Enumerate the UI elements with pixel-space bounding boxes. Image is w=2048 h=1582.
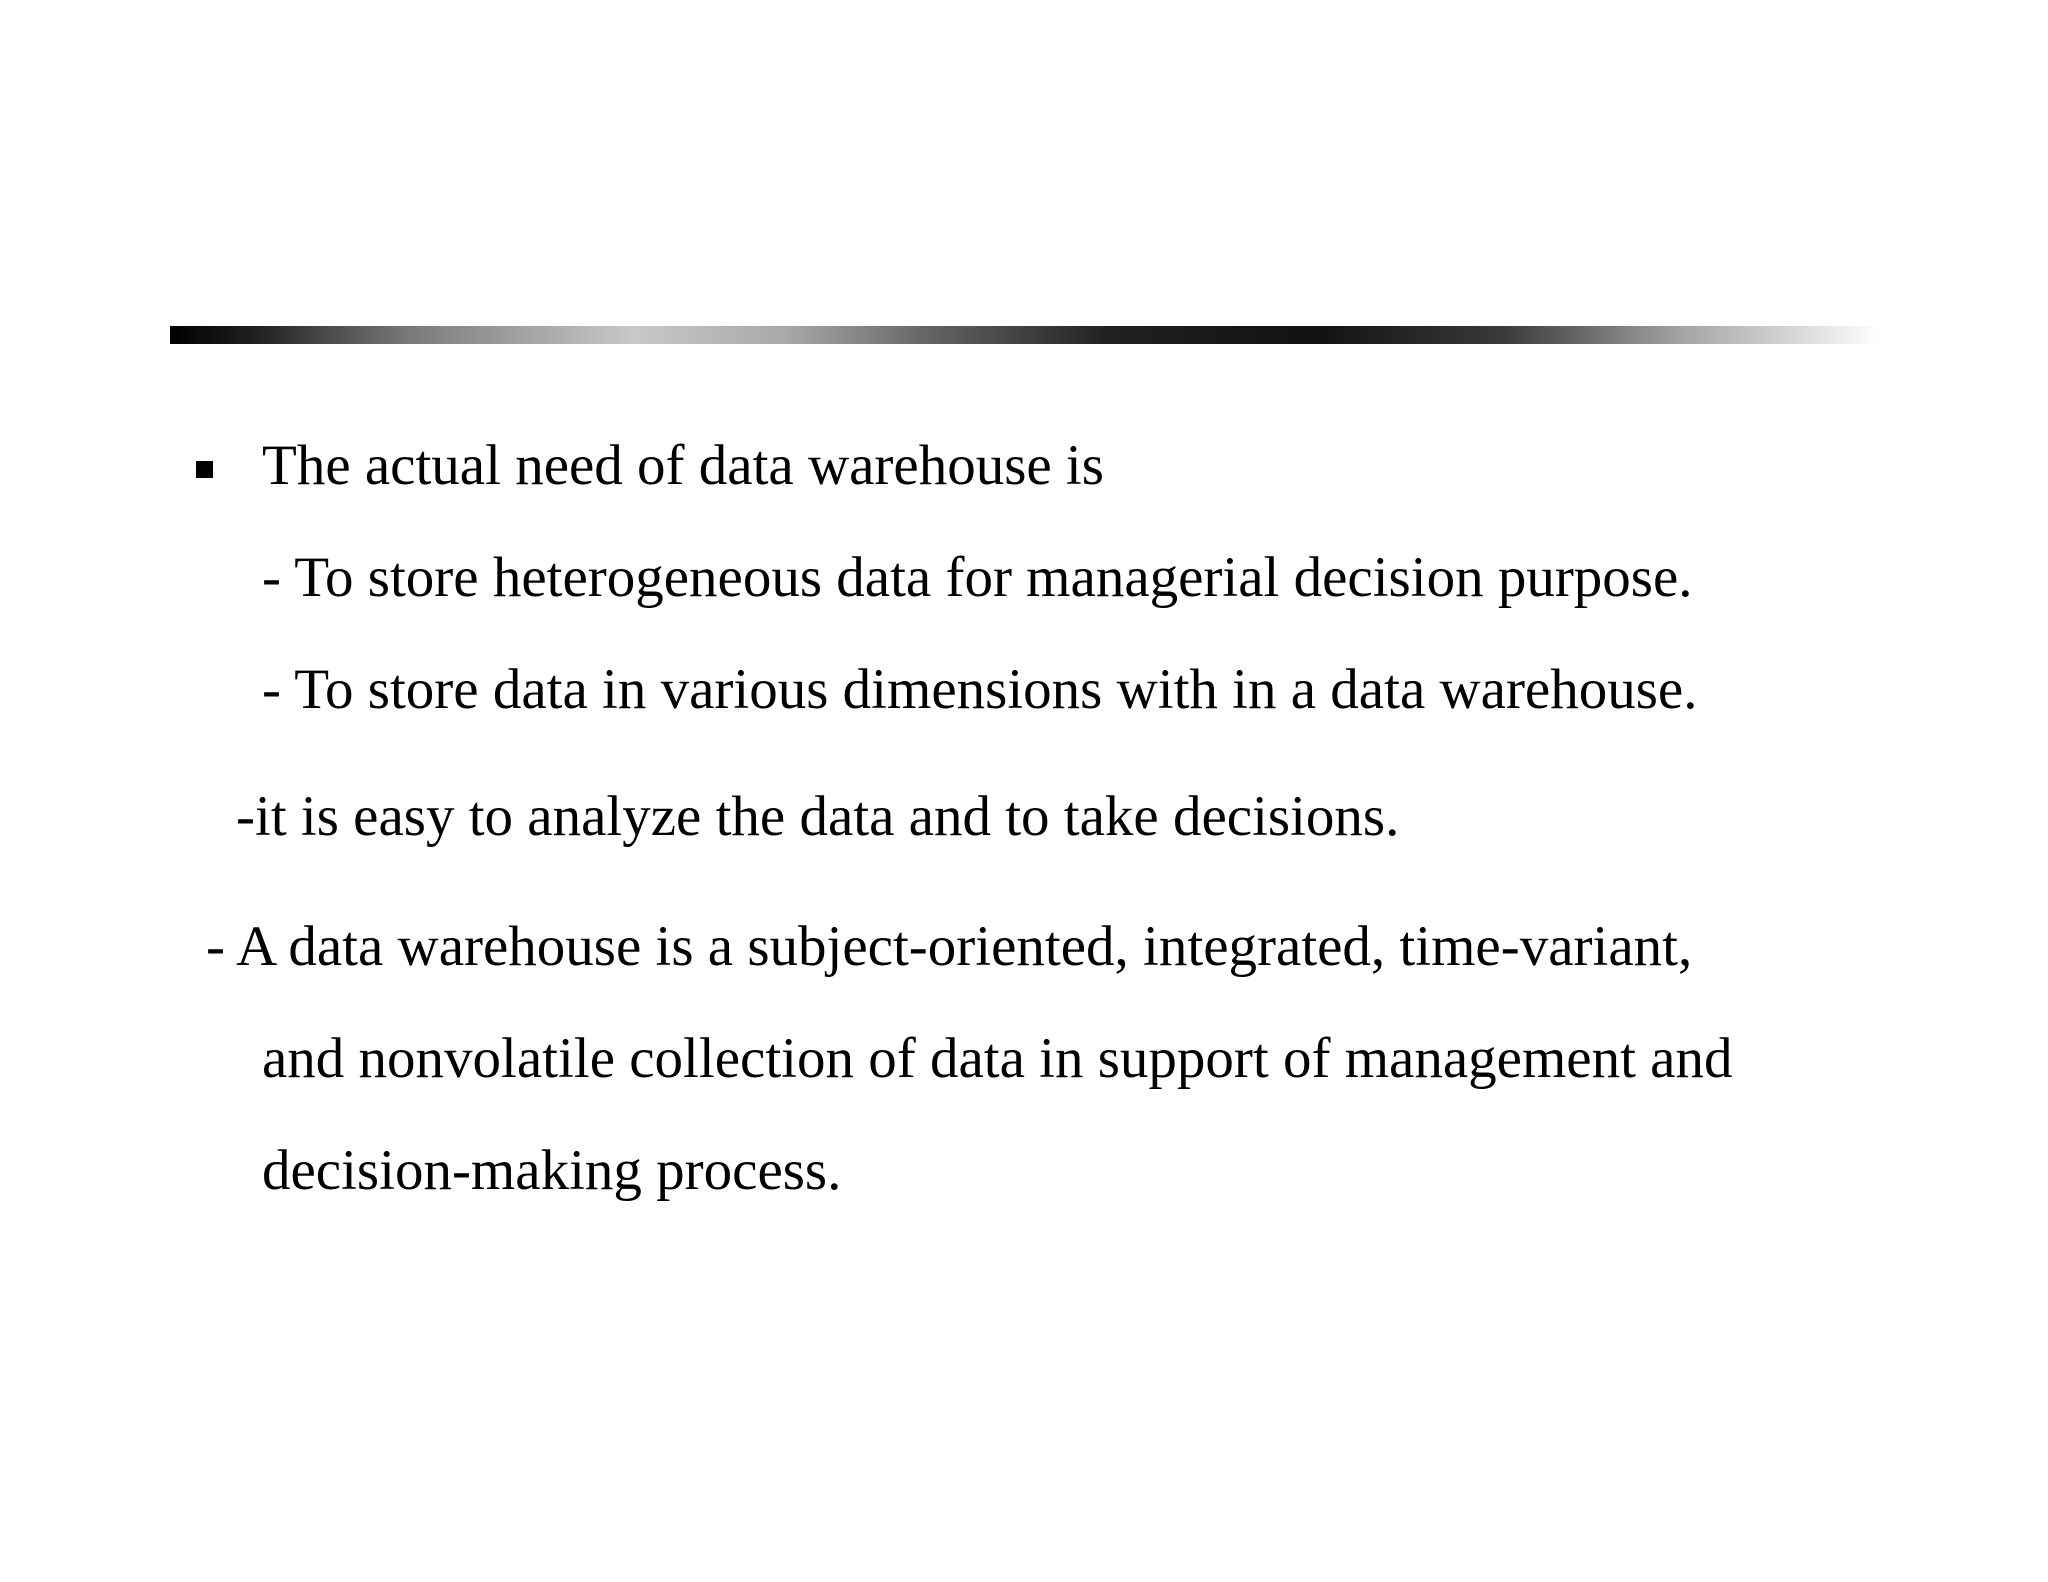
bullet-text-main: The actual need of data warehouse is — [262, 434, 1104, 497]
definition-line-1: - A data warehouse is a subject-oriented, integrated, time-variant, — [206, 915, 1693, 978]
sub-point-easy-analysis: -it is easy to analyze the data and to take decisions. — [236, 785, 1400, 848]
definition-line-3: decision-making process. — [262, 1139, 842, 1202]
sub-point-heterogeneous-data: - To store heterogeneous data for managerial decision purpose. — [262, 546, 1693, 609]
sub-point-various-dimensions: - To store data in various dimensions with in a data warehouse. — [262, 658, 1698, 721]
square-bullet-icon — [196, 461, 213, 478]
definition-line-2: and nonvolatile collection of data in support of management and — [262, 1027, 1733, 1090]
header-gradient-rule — [170, 326, 1880, 344]
